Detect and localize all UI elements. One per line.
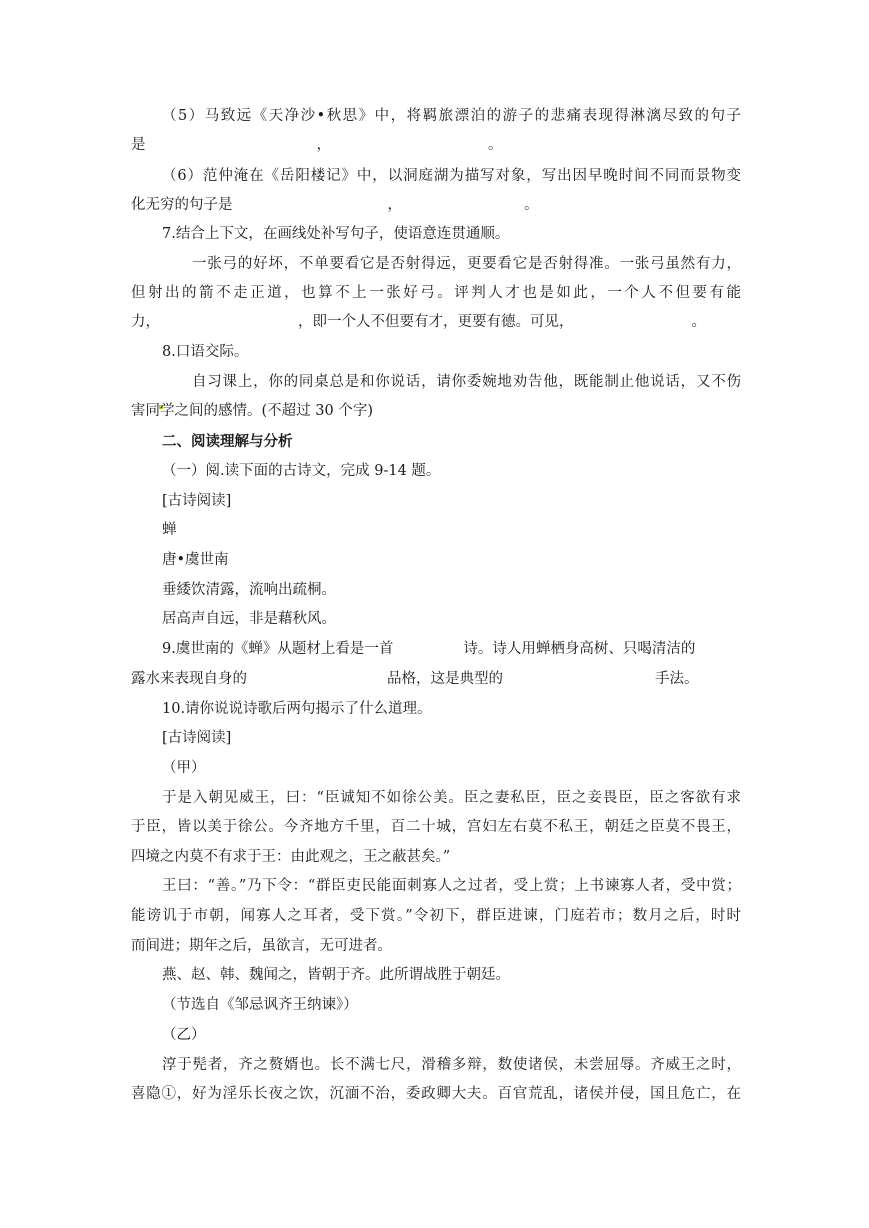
passage-b-line-1: 淳于髡者，齐之赘婿也。长不满七尺，滑稽多辩，数使诸侯，未尝屈辱。齐威王之时， — [162, 1057, 741, 1073]
section-instruction: （一）阅.读下面的古诗文，完成 9-14 题。 — [162, 463, 441, 479]
passage-a-line-2: 于臣，皆以美于徐公。今齐地方千里，百二十城，宫妇左右莫不私王，朝廷之臣莫不畏王， — [131, 819, 741, 835]
text: ， — [316, 137, 331, 153]
poem-line-2: 居高声自远，非是藉秋风。 — [162, 611, 336, 627]
text: 化无穷的句子是 — [131, 197, 233, 213]
passage-a-line-6: 而间进；期年之后，虽欲言，无可进者。 — [131, 938, 392, 954]
question-9-line-1 — [162, 639, 741, 659]
poem-line-1: 垂緌饮清露，流响出疏桐。 — [162, 582, 336, 598]
text: 露水来表现自身的 — [131, 671, 247, 687]
question-5-line-1: （5）马致远《天净沙•秋思》中，将羁旅漂泊的游子的悲痛表现得淋漓尽致的句子 — [162, 108, 741, 124]
question-8-line-1: 自习课上，你的同桌总是和你说话，请你委婉地劝告他，既能制止他说话，又不伤 — [192, 374, 741, 390]
text: 。 — [488, 137, 503, 153]
passage-a-line-5: 能谤讥于市朝，闻寡人之耳者，受下赏。”令初下，群臣进谏，门庭若市；数月之后，时时 — [131, 908, 741, 924]
passage-a-line-3: 四境之内莫不有求于王：由此观之，王之蔽甚矣。” — [131, 849, 451, 865]
question-7-passage-line-2: 但射出的箭不走正道，也算不上一张好弓。评判人才也是如此，一个人不但要有能 — [131, 285, 741, 301]
text: 。 — [691, 314, 706, 330]
text: 是 — [131, 137, 146, 153]
text: 9.虞世南的《蝉》从题材上看是一首 — [162, 641, 394, 657]
passage-a-line-1: 于是入朝见威王，曰：“臣诚知不如徐公美。臣之妻私臣，臣之妾畏臣，臣之客欲有求 — [162, 790, 741, 806]
question-7-title: 7.结合上下文，在画线处补写句子，使语意连贯通顺。 — [162, 226, 510, 242]
question-6-line-2 — [131, 195, 741, 215]
question-6-line-1: （6）范仲淹在《岳阳楼记》中，以洞庭湖为描写对象，写出因早晚时间不同而景物变 — [162, 168, 741, 184]
poem-author: 唐•虞世南 — [162, 552, 229, 568]
passage-b-label: （乙） — [162, 1027, 206, 1043]
text: ， — [387, 197, 402, 213]
question-7-passage-line-1: 一张弓的好坏，不单要看它是否射得远，更要看它是否射得准。一张弓虽然有力， — [192, 256, 741, 272]
passage-a-line-7: 燕、赵、韩、魏闻之，皆朝于齐。此所谓战胜于朝廷。 — [162, 967, 510, 983]
text: 诗。诗人用蝉栖身高树、只喝清洁的 — [463, 641, 696, 657]
question-8-title: 8.口语交际。 — [162, 344, 249, 360]
text: 品格，这是典型的 — [387, 671, 503, 687]
question-8-line-2: 害同学之间的感情。(不超过 30 个字) — [131, 403, 373, 419]
subsection-label: [古诗阅读] — [162, 493, 232, 509]
poem-title: 蝉 — [162, 522, 177, 538]
passage-a-line-4: 王曰：“善。”乃下令：“群臣吏民能面刺寡人之过者，受上赏；上书谏寡人者，受中赏； — [162, 878, 741, 894]
text: ，即一个人不但要有才，更要有德。可见， — [298, 314, 574, 330]
passage-b-line-2: 喜隐①，好为淫乐长夜之饮，沉湎不治，委政卿大夫。百官荒乱，诸侯并侵，国且危亡，在 — [131, 1086, 741, 1102]
question-10: 10.请你说说诗歌后两句揭示了什么道理。 — [162, 701, 432, 717]
question-9-line-2 — [131, 669, 741, 689]
subsection-label: [古诗阅读] — [162, 730, 232, 746]
question-5-line-2 — [131, 135, 741, 155]
text: 手法。 — [655, 671, 699, 687]
passage-a-source: （节选自《邹忌讽齐王纳谏》） — [162, 997, 358, 1013]
passage-a-label: （甲） — [162, 760, 206, 776]
text: 。 — [524, 197, 539, 213]
question-7-passage-line-3 — [131, 312, 741, 332]
text: 力， — [131, 314, 160, 330]
section-heading: 二、阅读理解与分析 — [162, 434, 293, 450]
